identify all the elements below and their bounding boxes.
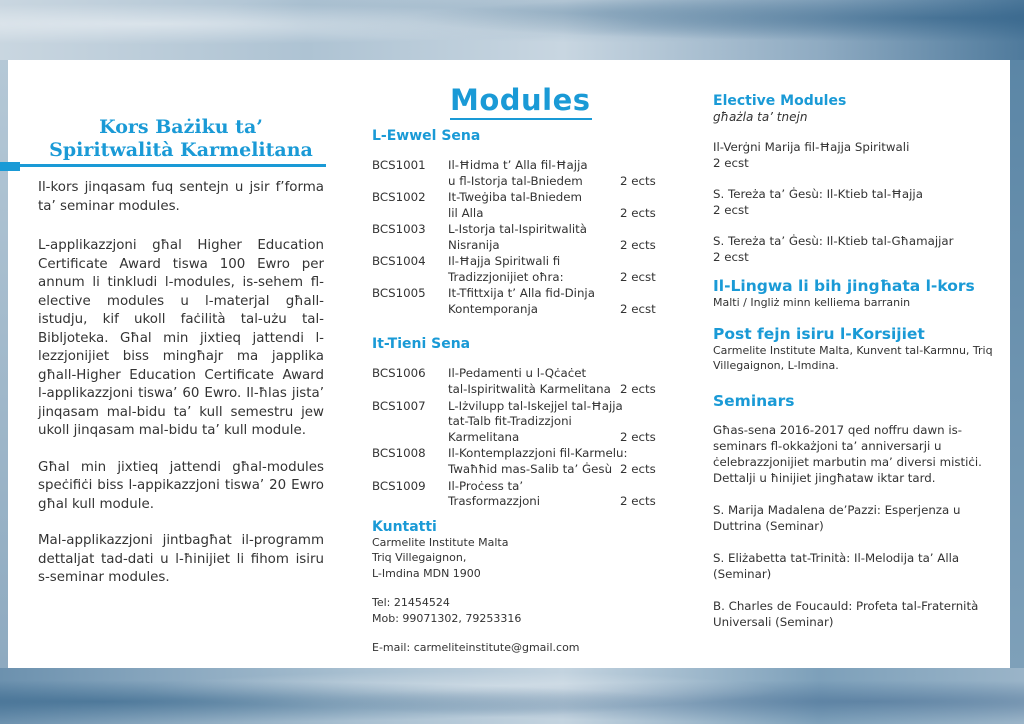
module-row xyxy=(372,254,672,286)
module-name-line: L-Istorja tal-Ispiritwalità xyxy=(448,222,588,237)
fees-paragraph: L-applikazzjoni għal Higher Education Certificate Award tiswa 100 Ewro per annum li tinkludi l-modules, is-sehem fl-elective modules u l-materjal għall-istudju, kif ukoll faċilità tal-użu tal-Biblјoteka. Għal min jixtieq jattendi l-lezzjonijiet biss mingħajr ma japplika għall-Higher Education Certificate Award l-applikazzjoni tiswa’ 60 Ewro. Il-ħlas jista’ jinqasam mal-bidu ta’ kull semestru jew ukoll jinqasam mal-bidu ta’ kull module. xyxy=(38,238,324,438)
module-name xyxy=(448,254,628,286)
module-row xyxy=(372,399,672,447)
module-credits: 2 ects xyxy=(620,382,656,397)
module-name-line: It-Tfittxija t’ Alla fid-Dinja xyxy=(448,286,595,301)
venue-text: Villegaignon, L-Imdina. xyxy=(713,359,839,372)
background-texture-left xyxy=(0,60,8,668)
contact-heading: Kuntatti xyxy=(372,518,437,535)
module-name-line: u fl-Istorja tal-Bniedem xyxy=(448,173,583,188)
course-title-line2: Spiritwalità Karmelitana xyxy=(49,139,313,161)
module-row xyxy=(372,190,672,222)
module-credits: 2 ects xyxy=(620,237,656,252)
module-name-line: Il-Ħajja Spiritwali fi xyxy=(448,254,561,269)
module-credits: 2 ects xyxy=(620,462,656,477)
module-name-line: Il-Proċess ta’ xyxy=(448,478,524,493)
module-name xyxy=(448,479,628,511)
module-code: BCS1007 xyxy=(372,398,426,413)
module-credits: 2 ects xyxy=(620,205,656,220)
seminar-item: S. Eliżabetta tat-Trinità: Il-Melodija ta’ Alla (Seminar) xyxy=(713,550,960,581)
elective-credits: 2 ecst xyxy=(713,156,749,170)
module-name-line: L-Iżvilupp tal-Iskejjel tal-Ħajja xyxy=(448,398,623,413)
module-name xyxy=(448,286,628,318)
module-credits: 2 ects xyxy=(620,173,656,188)
seminar-item: S. Marija Madalena de’Pazzi: Esperjenza u Duttrina (Seminar) xyxy=(713,502,961,533)
module-name xyxy=(448,399,628,446)
course-title-line1: Kors Bażiku ta’ xyxy=(99,116,263,138)
module-row xyxy=(372,446,672,478)
venue-heading: Post fejn isiru l-Korsijiet xyxy=(713,324,925,343)
module-row xyxy=(372,222,672,254)
module-code: BCS1003 xyxy=(372,222,426,237)
module-name-line: Il-Pedamenti u l-Qċaċet xyxy=(448,366,587,381)
modules-title: Modules xyxy=(450,83,591,117)
elective-name: Il-Verġni Marija fil-Ħajja Spiritwali xyxy=(713,140,910,154)
module-row xyxy=(372,366,672,398)
module-name-line: Karmelitana xyxy=(448,430,520,445)
module-code: BCS1002 xyxy=(372,190,426,205)
modules-title-underline xyxy=(450,118,592,120)
background-texture-right xyxy=(1010,60,1024,668)
intro-paragraph: Il-kors jinqasam fuq sentejn u jsir f’forma ta’ seminar modules. xyxy=(38,180,324,214)
elective-credits: 2 ecst xyxy=(713,250,749,264)
contact-tel: Tel: 21454524 xyxy=(372,596,450,610)
elective-credits: 2 ecst xyxy=(713,203,749,217)
background-texture-top xyxy=(0,0,1024,60)
module-name-line: Il-Ħidma t’ Alla fil-Ħajja xyxy=(448,158,588,172)
module-name-line: It-Tweġiba tal-Bniedem xyxy=(448,190,582,205)
module-name-line: Kontemporanja xyxy=(448,302,538,317)
elective-item xyxy=(713,186,993,218)
year1-heading: L-Ewwel Sena xyxy=(372,128,481,144)
module-code: BCS1004 xyxy=(372,254,426,269)
seminars-heading: Seminars xyxy=(713,391,795,410)
seminar-item: B. Charles de Foucauld: Profeta tal-Fraternità Universali (Seminar) xyxy=(713,598,979,629)
elective-name: S. Tereża ta’ Ġesù: Il-Ktieb tal-Għamajjar xyxy=(713,234,954,248)
year1-module-list xyxy=(372,158,672,318)
module-credits: 2 ects xyxy=(620,494,656,509)
module-name xyxy=(448,222,628,254)
language-heading: Il-Lingwa li bih jingħata l-kors xyxy=(713,277,975,295)
module-code: BCS1006 xyxy=(372,366,426,381)
seminars-intro: Għas-sena 2016-2017 qed noffru dawn is-seminars fl-okkażjoni ta’ anniversarji u ċelebrazzjonijiet marbutin ma’ diversi mistiċi. Dettalji u ħinijiet jingħataw iktar tard. xyxy=(713,422,982,485)
module-credits: 2 ecst xyxy=(620,302,656,317)
middle-column xyxy=(372,82,672,656)
elective-name: S. Tereża ta’ Ġesù: Il-Ktieb tal-Ħajja xyxy=(713,187,923,201)
module-row xyxy=(372,286,672,318)
course-title xyxy=(38,116,324,162)
module-row xyxy=(372,158,672,190)
contact-email: E-mail: carmeliteinstitute@gmail.com xyxy=(372,641,580,655)
elective-item xyxy=(713,233,993,265)
module-code: BCS1009 xyxy=(372,478,426,493)
year2-module-list xyxy=(372,366,672,510)
elective-heading: Elective Modules xyxy=(713,93,847,109)
elective-subheading: għażla ta’ tnejn xyxy=(713,110,808,124)
contact-address-line: Carmelite Institute Malta xyxy=(372,535,509,549)
venue-text: Carmelite Institute Malta, Kunvent tal-Karmnu, Triq xyxy=(713,343,993,357)
left-column xyxy=(38,116,324,588)
language-text: Malti / Ingliż minn kelliema barranin xyxy=(713,296,911,309)
right-column xyxy=(713,92,993,630)
elective-item xyxy=(713,139,993,171)
module-code: BCS1008 xyxy=(372,446,426,461)
module-name-line: tal-Ispiritwalità Karmelitana xyxy=(448,382,611,397)
title-underline xyxy=(0,164,326,167)
programme-paragraph: Mal-applikazzjoni jintbagħat il-programm dettaljat tad-dati u l-ħinijiet li fihom isiru s-seminar modules. xyxy=(38,533,324,585)
module-name-line: lil Alla xyxy=(448,205,484,220)
module-name-line: tat-Talb fit-Tradizzjoni xyxy=(448,414,572,429)
module-credits: 2 ects xyxy=(620,430,656,445)
module-code: BCS1005 xyxy=(372,286,426,301)
module-name xyxy=(448,158,628,190)
brochure-page xyxy=(8,60,1010,668)
contact-address-line: L-Imdina MDN 1900 xyxy=(372,566,481,580)
background-texture-bottom xyxy=(0,668,1024,724)
module-name xyxy=(448,190,628,222)
year2-heading: It-Tieni Sena xyxy=(372,336,471,353)
module-row xyxy=(372,479,672,511)
module-name-line: Tradizzjonijiet oħra: xyxy=(448,270,564,285)
contact-mob: Mob: 99071302, 79253316 xyxy=(372,611,522,625)
module-name-line: Twaħħid mas-Salib ta’ Ġesù xyxy=(448,462,613,477)
specific-modules-paragraph: Għal min jixtieq jattendi għal-modules speċifiċi biss l-appikazzjoni tiswa’ 20 Ewro għal kull module. xyxy=(38,459,324,512)
module-name-line: Nisranija xyxy=(448,237,500,252)
module-name-line: Il-Kontemplazzjoni fil-Karmelu: xyxy=(448,446,628,461)
module-credits: 2 ecst xyxy=(620,270,656,285)
module-name-line: Trasformazzjoni xyxy=(448,494,541,509)
contact-address-line: Triq Villegaignon, xyxy=(372,551,467,565)
module-code: BCS1001 xyxy=(372,158,426,172)
title-underline-tab xyxy=(0,162,20,171)
module-name xyxy=(448,446,628,478)
module-name xyxy=(448,366,628,398)
